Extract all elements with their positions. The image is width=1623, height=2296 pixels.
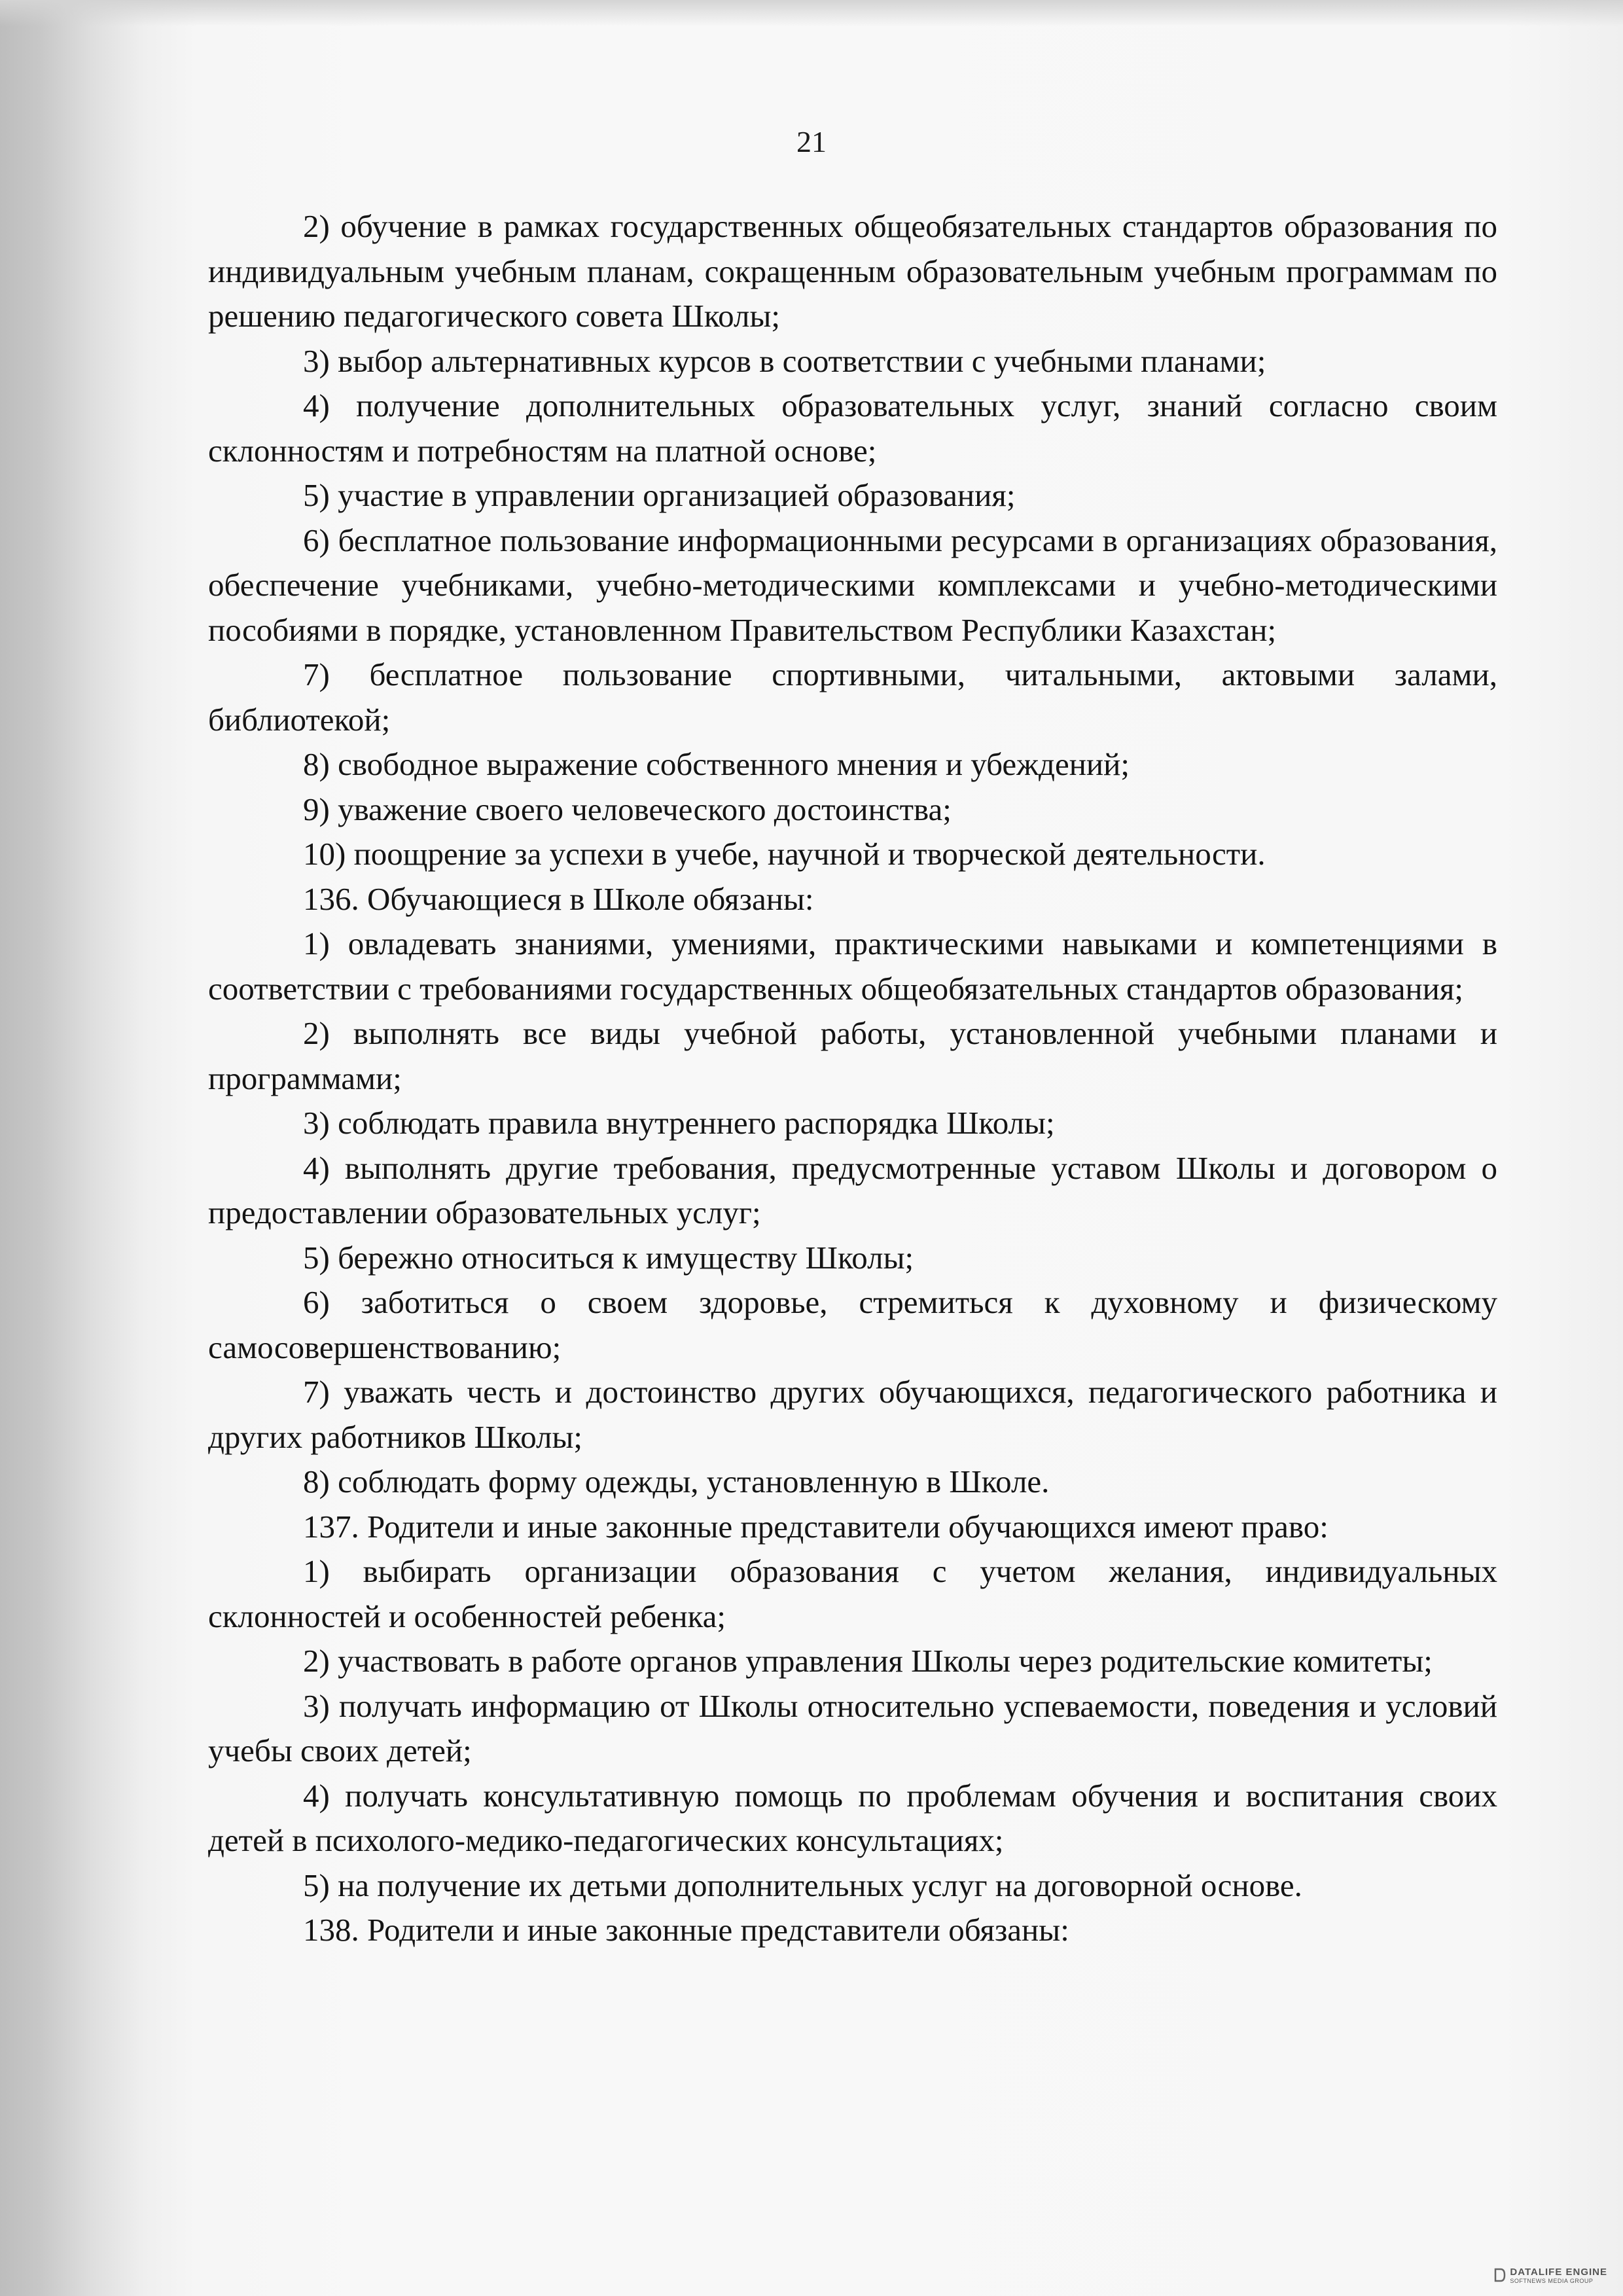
paragraph: 8) свободное выражение собственного мнения и убеждений; (303, 746, 1130, 782)
paragraph: 2) выполнять все виды учебной работы, установленной учебными планами и программами; (208, 1015, 1497, 1096)
paragraph: 5) участие в управлении организацией образования; (303, 477, 1016, 513)
scan-top-shadow (0, 0, 1623, 26)
paragraph: 4) выполнять другие требования, предусмотренные уставом Школы и договором о предоставлении образовательных услуг; (208, 1149, 1497, 1230)
datalife-logo-icon (1494, 2268, 1506, 2282)
paragraph: 5) бережно относиться к имуществу Школы; (303, 1239, 914, 1276)
paragraph: 5) на получение их детьми дополнительных услуг на договорной основе. (303, 1867, 1302, 1903)
section-heading: 137. Родители и иные законные представители обучающихся имеют право: (303, 1508, 1329, 1545)
paragraph: 4) получение дополнительных образовательных услуг, знаний согласно своим склонностям и потребностям на платной основе; (208, 387, 1497, 469)
paragraph: 8) соблюдать форму одежды, установленную в Школе. (303, 1463, 1050, 1499)
paragraph: 7) уважать честь и достоинство других обучающихся, педагогического работника и других работников Школы; (208, 1374, 1497, 1455)
paragraph: 1) овладевать знаниями, умениями, практическими навыками и компетенциями в соответствии с требованиями государственных общеобязательных стандартов образования; (208, 925, 1497, 1007)
section-heading: 138. Родители и иные законные представители обязаны: (303, 1912, 1069, 1948)
paragraph: 2) обучение в рамках государственных общеобязательных стандартов образования по индивидуальным учебным планам, сокращенным образовательным учебным программам по решению педагогического совета Школы; (208, 208, 1497, 334)
document-body (208, 204, 1497, 1953)
paragraph: 6) заботиться о своем здоровье, стремиться к духовному и физическому самосовершенствованию; (208, 1284, 1497, 1365)
paragraph: 1) выбирать организации образования с учетом желания, индивидуальных склонностей и особенностей ребенка; (208, 1553, 1497, 1634)
section-heading: 136. Обучающиеся в Школе обязаны: (303, 880, 814, 917)
paragraph: 10) поощрение за успехи в учебе, научной и творческой деятельности. (303, 836, 1266, 872)
paragraph: 4) получать консультативную помощь по проблемам обучения и воспитания своих детей в психолого-медико-педагогических консультациях; (208, 1777, 1497, 1858)
paragraph: 2) участвовать в работе органов управления Школы через родительские комитеты; (303, 1643, 1433, 1679)
watermark (1510, 2267, 1607, 2284)
watermark-name: DATALIFE ENGINE (1510, 2267, 1607, 2278)
watermark-tagline: SOFTNEWS MEDIA GROUP (1510, 2278, 1594, 2284)
paragraph: 3) получать информацию от Школы относительно успеваемости, поведения и условий учебы своих детей; (208, 1687, 1497, 1768)
paragraph: 3) выбор альтернативных курсов в соответствии с учебными планами; (303, 342, 1266, 379)
paragraph: 9) уважение своего человеческого достоинства; (303, 791, 952, 827)
paragraph: 7) бесплатное пользование спортивными, читальными, актовыми залами, библиотекой; (208, 656, 1497, 738)
paragraph: 3) соблюдать правила внутреннего распорядка Школы; (303, 1105, 1055, 1141)
paragraph: 6) бесплатное пользование информационными ресурсами в организациях образования, обеспечение учебниками, учебно-методическими комплексами и учебно-методическими пособиями в порядке, установленном Правительством Республики Казахстан; (208, 522, 1497, 648)
page-number: 21 (796, 125, 827, 158)
